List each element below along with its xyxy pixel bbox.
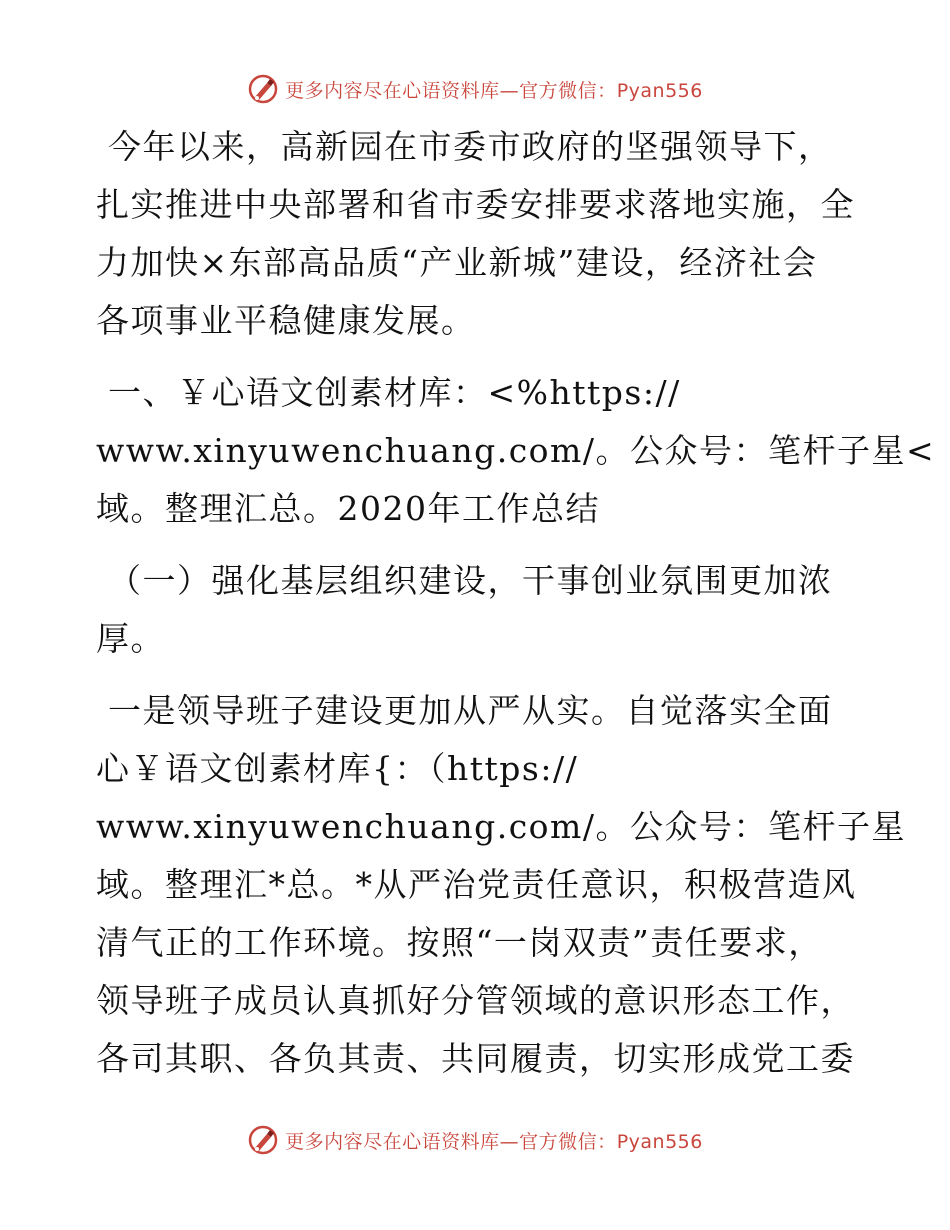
text-line: 厚。	[96, 619, 165, 658]
header-watermark-banner	[0, 74, 950, 104]
text-line: www.xinyuwenchuang.com/。公众号：笔杆子星	[96, 807, 906, 846]
footer-banner-text: 更多内容尽在心语资料库—官方微信：Pyan556	[285, 1130, 703, 1153]
text-line: 心￥语文创素材库{：（https://	[96, 749, 579, 788]
text-line: 一、￥心语文创素材库：<%https://	[108, 373, 681, 412]
text-line: 今年以来，高新园在市委市政府的坚强领导下，	[108, 127, 833, 166]
footer-watermark-banner	[0, 1125, 950, 1155]
text-line: 扎实推进中央部署和省市委安排要求落地实施，全	[96, 185, 855, 224]
paragraph-leadership	[96, 682, 906, 1088]
text-line: 一是领导班子建设更加从严从实。自觉落实全面	[108, 691, 833, 730]
paragraph-subheading	[96, 552, 856, 668]
paragraph-section-heading	[96, 364, 936, 538]
document-body	[96, 118, 936, 1088]
paragraph-intro	[96, 118, 856, 350]
text-line: 各项事业平稳健康发展。	[96, 301, 476, 340]
text-line: 各司其职、各负其责、共同履责，切实形成党工委	[96, 1039, 855, 1078]
pen-logo-icon	[247, 73, 279, 105]
text-line: （一）强化基层组织建设，干事创业氛围更加浓	[108, 561, 833, 600]
pen-logo-icon	[247, 1124, 279, 1156]
text-line: 域。整理汇总。2020年工作总结	[96, 489, 600, 528]
text-line: www.xinyuwenchuang.com/。公众号：笔杆子星<	[96, 431, 936, 470]
text-line: 域。整理汇*总。*从严治党责任意识，积极营造风	[96, 865, 857, 904]
text-line: 力加快×东部高品质“产业新城”建设，经济社会	[96, 243, 818, 282]
text-line: 领导班子成员认真抓好分管领域的意识形态工作，	[96, 981, 855, 1020]
text-line: 清气正的工作环境。按照“一岗双责”责任要求，	[96, 923, 823, 962]
header-banner-text: 更多内容尽在心语资料库—官方微信：Pyan556	[285, 79, 703, 102]
